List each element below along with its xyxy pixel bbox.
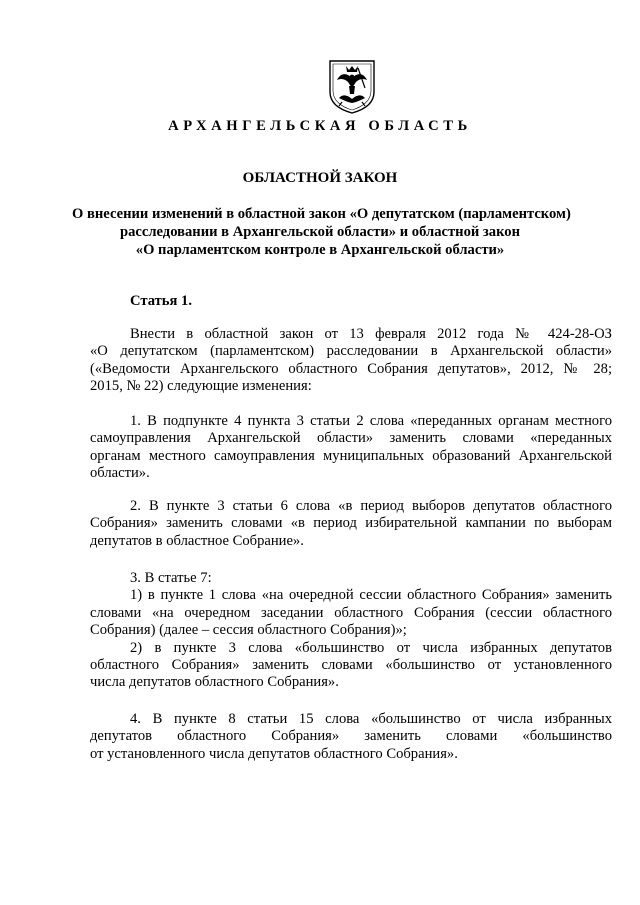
- paragraph-line: от установленного числа депутатов областного Собрания».: [90, 745, 458, 762]
- paragraph-line: Собрания) (далее – сессия областного Собрания)»;: [90, 622, 407, 639]
- law-title-line: расследовании в Архангельской области» и областной закон: [119, 224, 521, 241]
- law-title-line: «О парламентском контроле в Архангельской области»: [135, 242, 505, 259]
- paragraph-line: 2) в пункте 3 слова «большинство от числа избранных депутатов: [130, 639, 612, 656]
- paragraph-line: области».: [90, 465, 150, 482]
- arkhangelsk-coat-of-arms-icon: [327, 58, 377, 114]
- law-title: [72, 205, 571, 260]
- paragraph-line: самоуправления Архангельской области» заменить словами «переданных: [90, 430, 612, 447]
- paragraph-item-1: [90, 413, 612, 483]
- paragraph-line: «О депутатском (парламентском) расследовании в Архангельской области»: [90, 343, 612, 360]
- paragraph-line: 1. В подпункте 4 пункта 3 статьи 2 слова «переданных органам местного: [130, 413, 612, 429]
- paragraph-line: 4. В пункте 8 статьи 15 слова «большинство от числа избранных: [130, 711, 612, 727]
- paragraph-line: словами «на очередном заседании областного Собрания (сессии областного: [90, 604, 612, 621]
- paragraph-item-4: [90, 711, 612, 763]
- document-type: ОБЛАСТНОЙ ЗАКОН: [242, 170, 398, 186]
- paragraph-line: областного Собрания» заменить словами «большинство от установленного: [90, 656, 612, 673]
- paragraph-line: 3. В статье 7:: [130, 570, 212, 586]
- paragraph-intro: [90, 326, 612, 396]
- paragraph-item-3: [90, 570, 612, 692]
- paragraph-line: Собрания» заменить словами «в период избирательной кампании по выборам: [90, 515, 612, 532]
- paragraph-item-2: [90, 498, 612, 550]
- paragraph-line: 2015, № 22) следующие изменения:: [90, 378, 312, 395]
- paragraph-line: 2. В пункте 3 статьи 6 слова «в период выборов депутатов областного: [130, 498, 612, 514]
- paragraph-line: 1) в пункте 1 слова «на очередной сессии областного Собрания» заменить: [130, 587, 612, 604]
- paragraph-line: («Ведомости Архангельского областного Собрания депутатов», 2012, № 28;: [90, 360, 612, 377]
- paragraph-line: депутатов в областное Собрание».: [90, 532, 304, 549]
- paragraph-line: числа депутатов областного Собрания».: [90, 674, 339, 691]
- paragraph-line: Внести в областной закон от 13 февраля 2012 года № 424-28-ОЗ: [130, 326, 612, 342]
- article-heading: Статья 1.: [130, 293, 192, 309]
- paragraph-line: депутатов областного Собрания» заменить словами «большинство: [90, 728, 612, 745]
- paragraph-line: органам местного самоуправления муниципальных образований Архангельской: [90, 447, 612, 464]
- region-name: АРХАНГЕЛЬСКАЯ ОБЛАСТЬ: [168, 118, 472, 134]
- law-title-line: О внесении изменений в областной закон «О депутатском (парламентском): [72, 206, 571, 222]
